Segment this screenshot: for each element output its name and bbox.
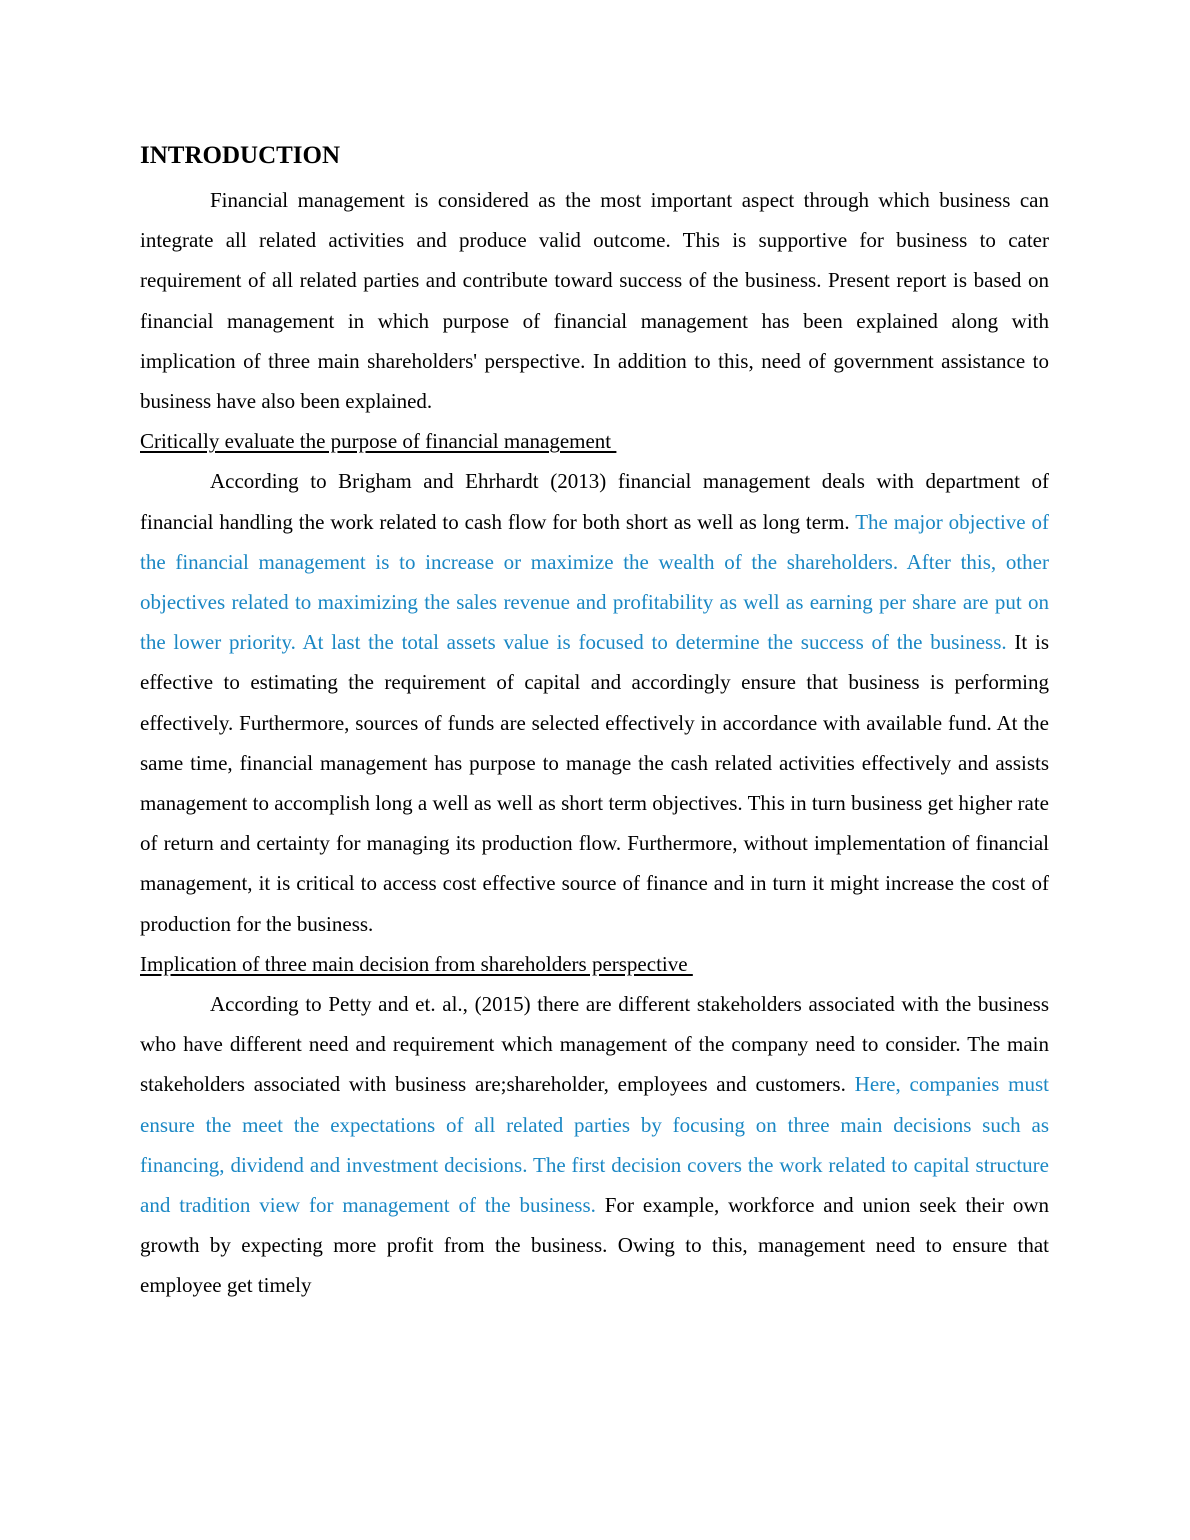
purpose-highlighted-text: The major objective of the financial management is to increase or maximize the wealth of the shareholders. After this, other objectives related to maximizing the sales revenue and profitability as well as earning per share are put on the lower priority. At last the total assets value is focused to determine the success of the business. [140, 509, 1049, 655]
implication-text-start: According to Petty and et. al., (2015) there are different stakeholders associated with the business who have different need and requirement which management of the company need to consider. The main stakeholders associated with business are;shareholder, employees and customers. [140, 992, 1049, 1097]
section-heading-implication: Implication of three main decision from shareholders perspective [140, 951, 693, 976]
implication-highlighted-text: Here, companies must ensure the meet the expectations of all related parties by focusing on three main decisions such as financing, dividend and investment decisions. The first decision covers the work related to capital structure and tradition view for management of the business. [140, 1072, 1049, 1218]
purpose-text-start: According to Brigham and Ehrhardt (2013) financial management deals with department of financial handling the work related to cash flow for both short as well as long term. [140, 469, 1049, 534]
implication-text-end: For example, workforce and union seek their own growth by expecting more profit from the business. Owing to this, management need to ensure that employee get timely [140, 1193, 1049, 1298]
page-title: INTRODUCTION [140, 142, 341, 169]
purpose-text-end: It is effective to estimating the requirement of capital and accordingly ensure that business is performing effectively. Furthermore, sources of funds are selected effectively in accordance with available fund. At the same time, financial management has purpose to manage the cash related activities effectively and assists management to accomplish long a well as well as short term objectives. This in turn business get higher rate of return and certainty for managing its production flow. Furthermore, without implementation of financial management, it is critical to access cost effective source of finance and in turn it might increase the cost of production for the business. [140, 630, 1049, 936]
document-page [140, 138, 1049, 1306]
section-heading-purpose: Critically evaluate the purpose of financial management [140, 429, 617, 454]
intro-paragraph: Financial management is considered as the most important aspect through which business can integrate all related activities and produce valid outcome. This is supportive for business to cater requirement of all related parties and contribute toward success of the business. Present report is based on financial management in which purpose of financial management has been explained along with implication of three main shareholders' perspective. In addition to this, need of government assistance to business have also been explained. [140, 188, 1049, 414]
purpose-paragraph [140, 461, 1049, 943]
implication-paragraph [140, 984, 1049, 1306]
